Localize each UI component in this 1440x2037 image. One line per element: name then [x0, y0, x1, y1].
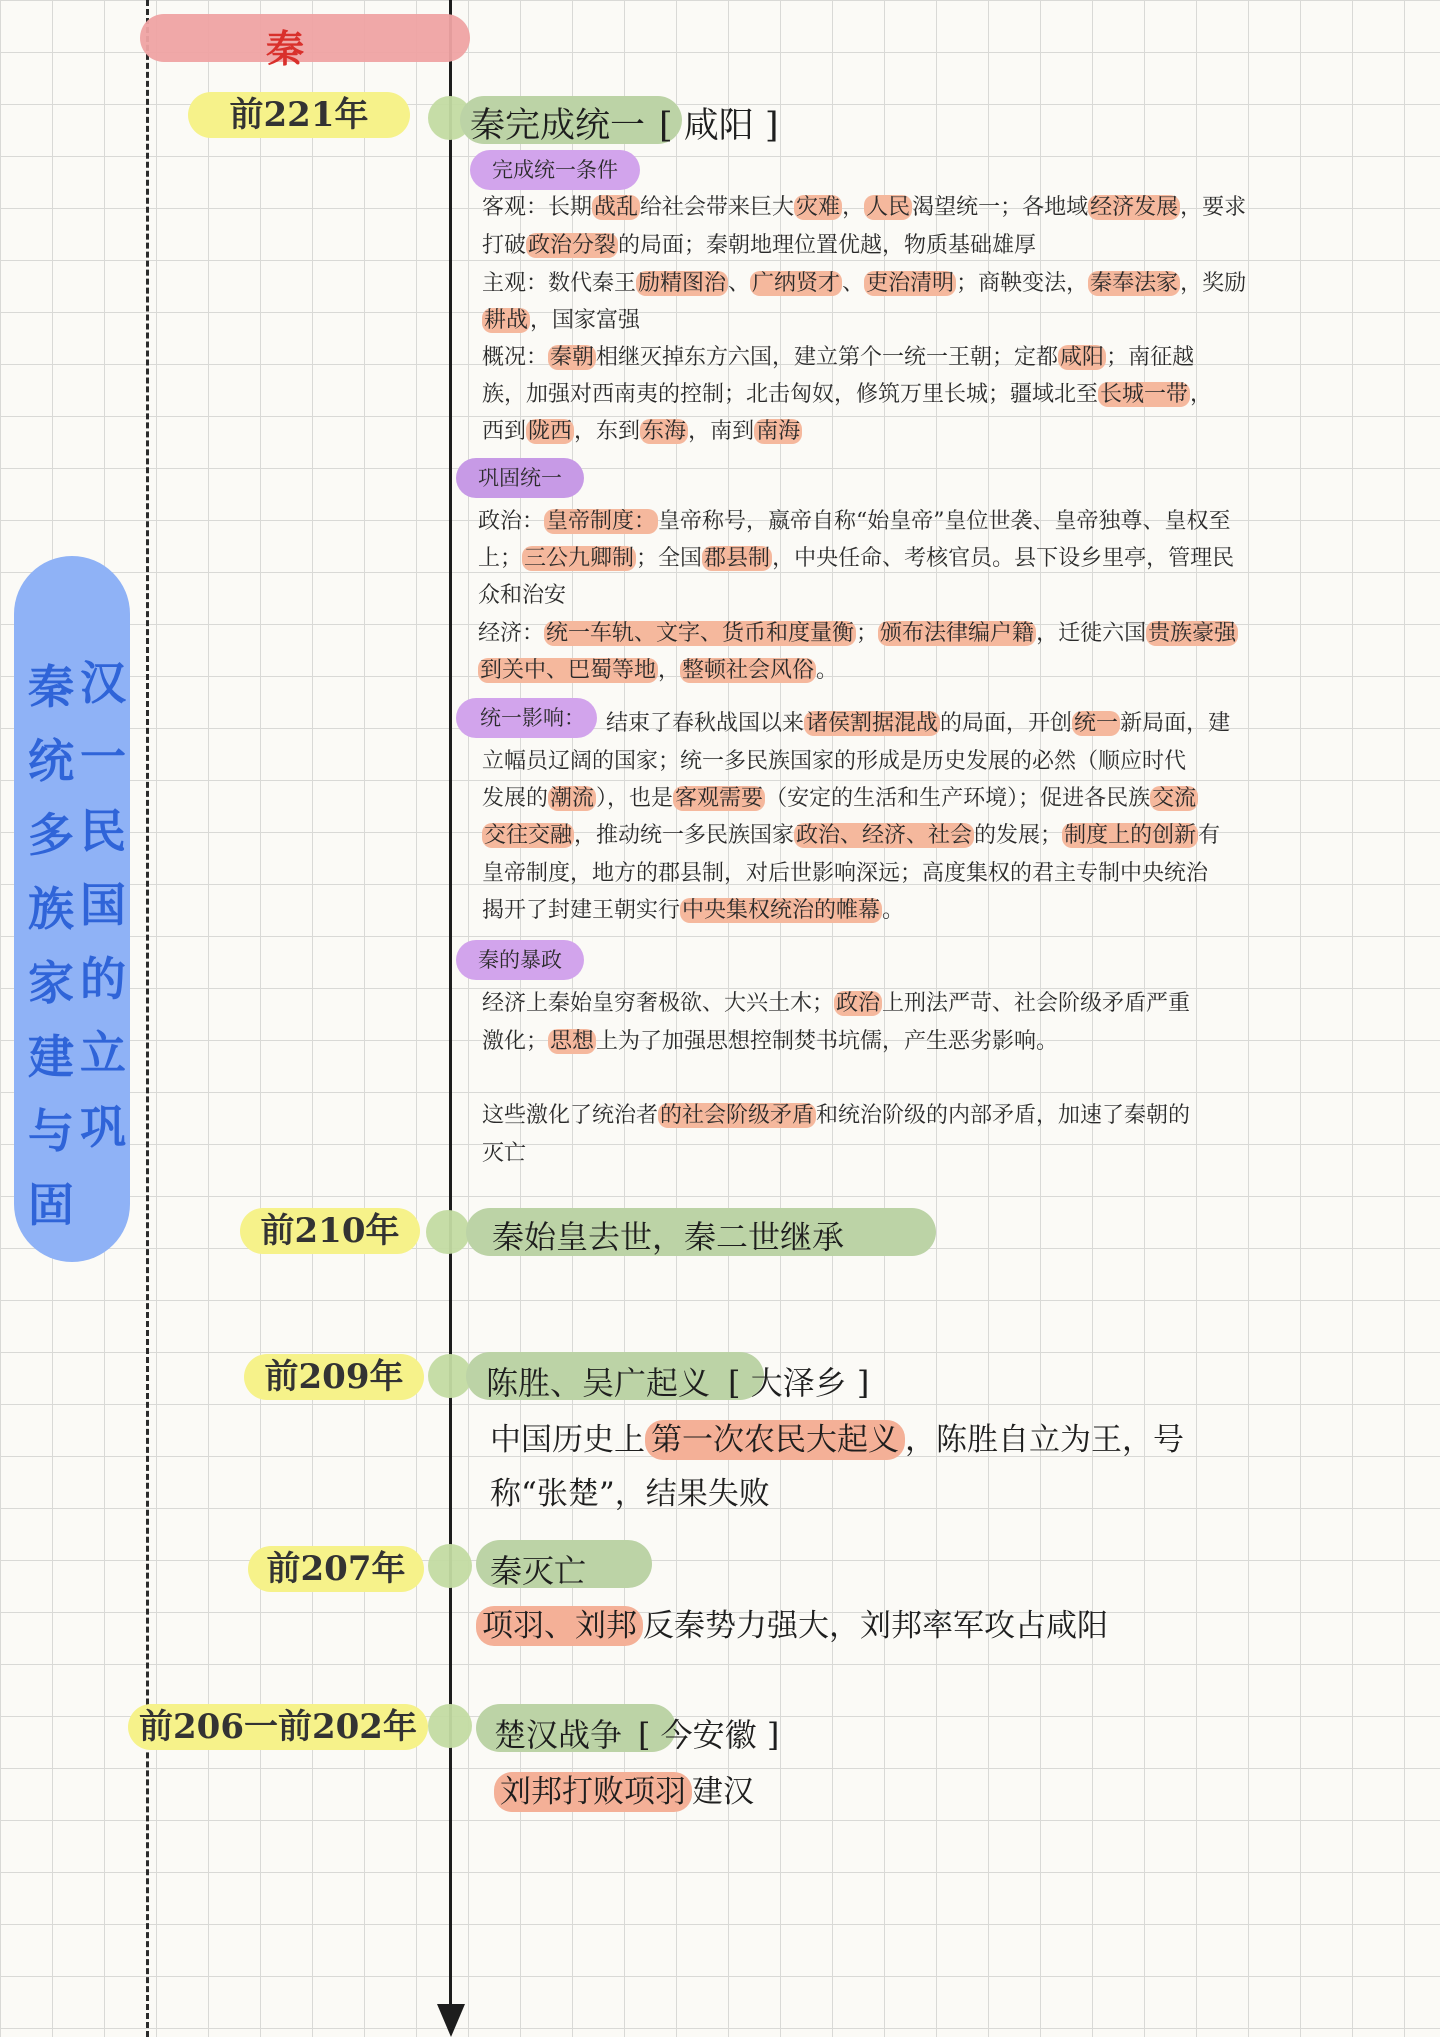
text-segment: ，东到	[574, 419, 641, 444]
timeline-node	[428, 1544, 472, 1588]
year-209: 前209年	[244, 1354, 424, 1400]
highlighted-text: 南海	[756, 419, 801, 444]
text-segment: ，南到	[688, 419, 755, 444]
text-segment: ，国家富强	[530, 308, 641, 333]
highlighted-text: 经济发展	[1090, 195, 1179, 220]
text-line	[478, 504, 1231, 535]
text-segment: 给社会带来巨大	[640, 195, 795, 220]
highlighted-text: 陇西	[528, 419, 573, 444]
text-segment: 经济上秦始皇穷奢极欲、大兴土木；	[482, 991, 835, 1016]
event-note: 称“张楚”，结果失败	[490, 1476, 770, 1512]
text-segment: ；南征越	[1106, 345, 1195, 370]
era-label: 秦	[266, 26, 305, 71]
text-segment: ，中央任命、考核官员。县下设乡里亭，管理民	[772, 546, 1235, 571]
event-title: 陈胜、吴广起义 [ 大泽乡 ]	[486, 1364, 870, 1402]
text-line	[482, 190, 1246, 221]
highlighted-text: 统一	[1074, 711, 1119, 736]
text-segment: ；商鞅变法，	[956, 271, 1089, 296]
text-segment: 政治：	[478, 509, 545, 534]
highlighted-text: 耕战	[484, 308, 529, 333]
timeline-node	[428, 1704, 472, 1748]
highlighted-text: 咸阳	[1060, 345, 1105, 370]
sidebar-title-col-right	[80, 646, 126, 1164]
text-line	[482, 1098, 1190, 1129]
sidebar-title-char: 族	[28, 882, 74, 936]
text-segment: 的局面；秦朝地理位置优越，物质基础雄厚	[618, 233, 1037, 258]
text-segment: 。	[882, 898, 905, 923]
text-segment: 族，加强对西南夷的控制；北击匈奴，修筑万里长城；疆域北至	[482, 382, 1099, 407]
text-segment: 立幅员辽阔的国家；统一多民族国家的形成是历史发展的必然（顺应时代	[482, 749, 1187, 774]
text-segment: 灭亡	[482, 1141, 527, 1166]
highlighted-text: 到关中、巴蜀等地	[480, 658, 657, 683]
highlighted-text: 长城一带	[1100, 382, 1189, 407]
section-tag-consolidation: 巩固统一	[456, 458, 584, 498]
text-segment: 揭开了封建王朝实行	[482, 898, 681, 923]
text-segment: 上为了加强思想控制焚书坑儒，产生恶劣影响。	[596, 1029, 1059, 1054]
text-segment: 发展的	[482, 786, 549, 811]
text-segment: 经济：	[478, 621, 545, 646]
text-segment: ，	[658, 658, 681, 683]
sidebar-title-char: 与	[28, 1104, 74, 1158]
text-line	[482, 744, 1186, 775]
highlighted-text: 贵族豪强	[1148, 621, 1237, 646]
event-note: 项羽、刘邦 反秦势力强大，刘邦率军攻占咸阳	[476, 1600, 1108, 1645]
text-segment: 的局面，开创	[940, 711, 1073, 736]
text-line	[482, 893, 904, 924]
text-segment: ，	[1190, 382, 1213, 407]
year-221: 前221年	[188, 92, 410, 138]
text-segment: 激化；	[482, 1029, 549, 1054]
highlighted-text: 潮流	[550, 786, 595, 811]
highlighted-text: 诸侯割据混战	[806, 711, 939, 736]
section-tag-conditions: 完成统一条件	[470, 150, 640, 190]
sidebar-title-char: 立	[80, 1026, 126, 1080]
highlighted-text: 灾难	[796, 195, 841, 220]
highlighted-text: 政治、经济、社会	[796, 823, 973, 848]
highlighted-text: 思想	[550, 1029, 595, 1054]
text-line	[482, 414, 802, 445]
text-segment: （安定的生活和生产环境）；促进各民族	[765, 786, 1151, 811]
text-segment: ），也是	[596, 786, 674, 811]
text-segment: 皇帝称号，嬴帝自称“始皇帝”皇位世袭、皇帝独尊、皇权至	[658, 509, 1231, 534]
highlighted-text: 战乱	[594, 195, 639, 220]
text-segment: 众和治安	[478, 583, 567, 608]
text-segment: 、	[728, 271, 751, 296]
event-title: 秦始皇去世，秦二世继承	[492, 1218, 845, 1256]
text-line	[482, 266, 1246, 297]
highlighted-text: 三公九卿制	[524, 546, 635, 571]
text-line	[478, 616, 1238, 647]
highlighted-text: 秦奉法家	[1090, 271, 1179, 296]
sidebar-title-char: 国	[80, 878, 126, 932]
text-segment: 和统治阶级的内部矛盾，加速了秦朝的	[816, 1103, 1191, 1128]
highlighted-text: 广纳贤才	[752, 271, 841, 296]
event-note: 中国历史上 第一次农民大起义 ，陈胜自立为王，号	[490, 1422, 1184, 1458]
text-segment: 的发展；	[974, 823, 1063, 848]
text-line	[482, 1024, 1058, 1055]
highlighted-text: 人民	[866, 195, 911, 220]
section-tag-impact: 统一影响：	[456, 698, 597, 738]
text-segment: 相继灭掉东方六国，建立第个一统一王朝；定都	[596, 345, 1059, 370]
text-segment: 、	[842, 271, 865, 296]
text-line	[482, 856, 1208, 887]
text-line	[482, 1136, 526, 1167]
event-note: 刘邦打败项羽 建汉	[494, 1766, 754, 1811]
section-tag-tyranny: 秦的暴政	[456, 940, 584, 980]
text-line	[482, 340, 1194, 371]
sidebar-title-char: 一	[80, 730, 126, 784]
text-segment: 概况：	[482, 345, 549, 370]
highlighted-text: 交往交融	[484, 823, 573, 848]
text-line	[478, 653, 838, 684]
text-segment: 新局面，建	[1120, 711, 1231, 736]
text-line	[606, 706, 1230, 737]
text-segment: ，要求	[1180, 195, 1247, 220]
text-segment: 结束了春秋战国以来	[606, 711, 805, 736]
text-segment: ；全国	[636, 546, 703, 571]
year-206-202: 前206一前202年	[128, 1704, 428, 1750]
timeline-arrow-icon	[437, 2004, 465, 2037]
text-segment: ，	[842, 195, 865, 220]
text-segment: 皇帝制度，地方的郡县制，对后世影响深远；高度集权的君主专制中央统治	[482, 861, 1209, 886]
text-segment: ，奖励	[1180, 271, 1247, 296]
text-line	[482, 781, 1198, 812]
sidebar-title-col-left	[28, 650, 74, 1242]
highlighted-text: 整顿社会风俗	[682, 658, 815, 683]
text-segment: 渴望统一；各地域	[912, 195, 1089, 220]
sidebar-title-char: 民	[80, 804, 126, 858]
text-line	[482, 377, 1212, 408]
text-line	[482, 818, 1220, 849]
highlighted-text: 的社会阶级矛盾	[660, 1103, 815, 1128]
text-segment: 主观：数代秦王	[482, 271, 637, 296]
highlighted-text: 郡县制	[704, 546, 771, 571]
event-title: 楚汉战争 [ 今安徽 ]	[494, 1716, 780, 1754]
sidebar-title-char: 的	[80, 952, 126, 1006]
highlighted-text: 制度上的创新	[1064, 823, 1197, 848]
year-210: 前210年	[240, 1208, 420, 1254]
sidebar-title-char: 汉	[80, 656, 126, 710]
sidebar-title-char: 固	[28, 1178, 74, 1232]
sidebar-title-char: 秦	[28, 660, 74, 714]
text-segment: 这些激化了统治者	[482, 1103, 659, 1128]
text-line	[482, 986, 1190, 1017]
highlighted-text: 皇帝制度：	[546, 509, 657, 534]
event-title: 秦完成统一 [ 咸阳 ]	[470, 106, 779, 146]
event-title: 秦灭亡	[490, 1552, 587, 1590]
text-line	[482, 303, 640, 334]
highlighted-text: 中央集权统治的帷幕	[682, 898, 881, 923]
text-segment: ，推动统一多民族国家	[574, 823, 795, 848]
text-segment: ；	[856, 621, 879, 646]
highlighted-text: 客观需要	[675, 786, 764, 811]
text-segment: 上；	[478, 546, 523, 571]
sidebar-title-char: 多	[28, 808, 74, 862]
text-segment: 打破	[482, 233, 527, 258]
highlighted-text: 交流	[1152, 786, 1197, 811]
highlighted-text: 统一车轨、文字、货币和度量衡	[546, 621, 855, 646]
text-line	[482, 228, 1036, 259]
highlighted-text: 政治分裂	[528, 233, 617, 258]
highlighted-text: 政治	[836, 991, 881, 1016]
highlighted-text: 颁布法律编户籍	[880, 621, 1035, 646]
text-segment: ，迁徙六国	[1036, 621, 1147, 646]
text-line	[478, 541, 1234, 572]
highlighted-text: 吏治清明	[866, 271, 955, 296]
text-line	[478, 578, 566, 609]
highlighted-text: 励精图治	[638, 271, 727, 296]
year-207: 前207年	[248, 1546, 424, 1592]
text-segment: 有	[1198, 823, 1221, 848]
era-banner	[140, 14, 470, 62]
sidebar-title-char: 统	[28, 734, 74, 788]
timeline-node	[426, 1210, 470, 1254]
text-segment: 客观：长期	[482, 195, 593, 220]
sidebar-title-char: 巩	[80, 1100, 126, 1154]
text-segment: 。	[816, 658, 839, 683]
highlighted-text: 东海	[642, 419, 687, 444]
text-segment: 上刑法严苛、社会阶级矛盾严重	[882, 991, 1191, 1016]
sidebar-title-char: 建	[28, 1030, 74, 1084]
highlighted-text: 秦朝	[550, 345, 595, 370]
sidebar-title-char: 家	[28, 956, 74, 1010]
text-segment: 西到	[482, 419, 527, 444]
